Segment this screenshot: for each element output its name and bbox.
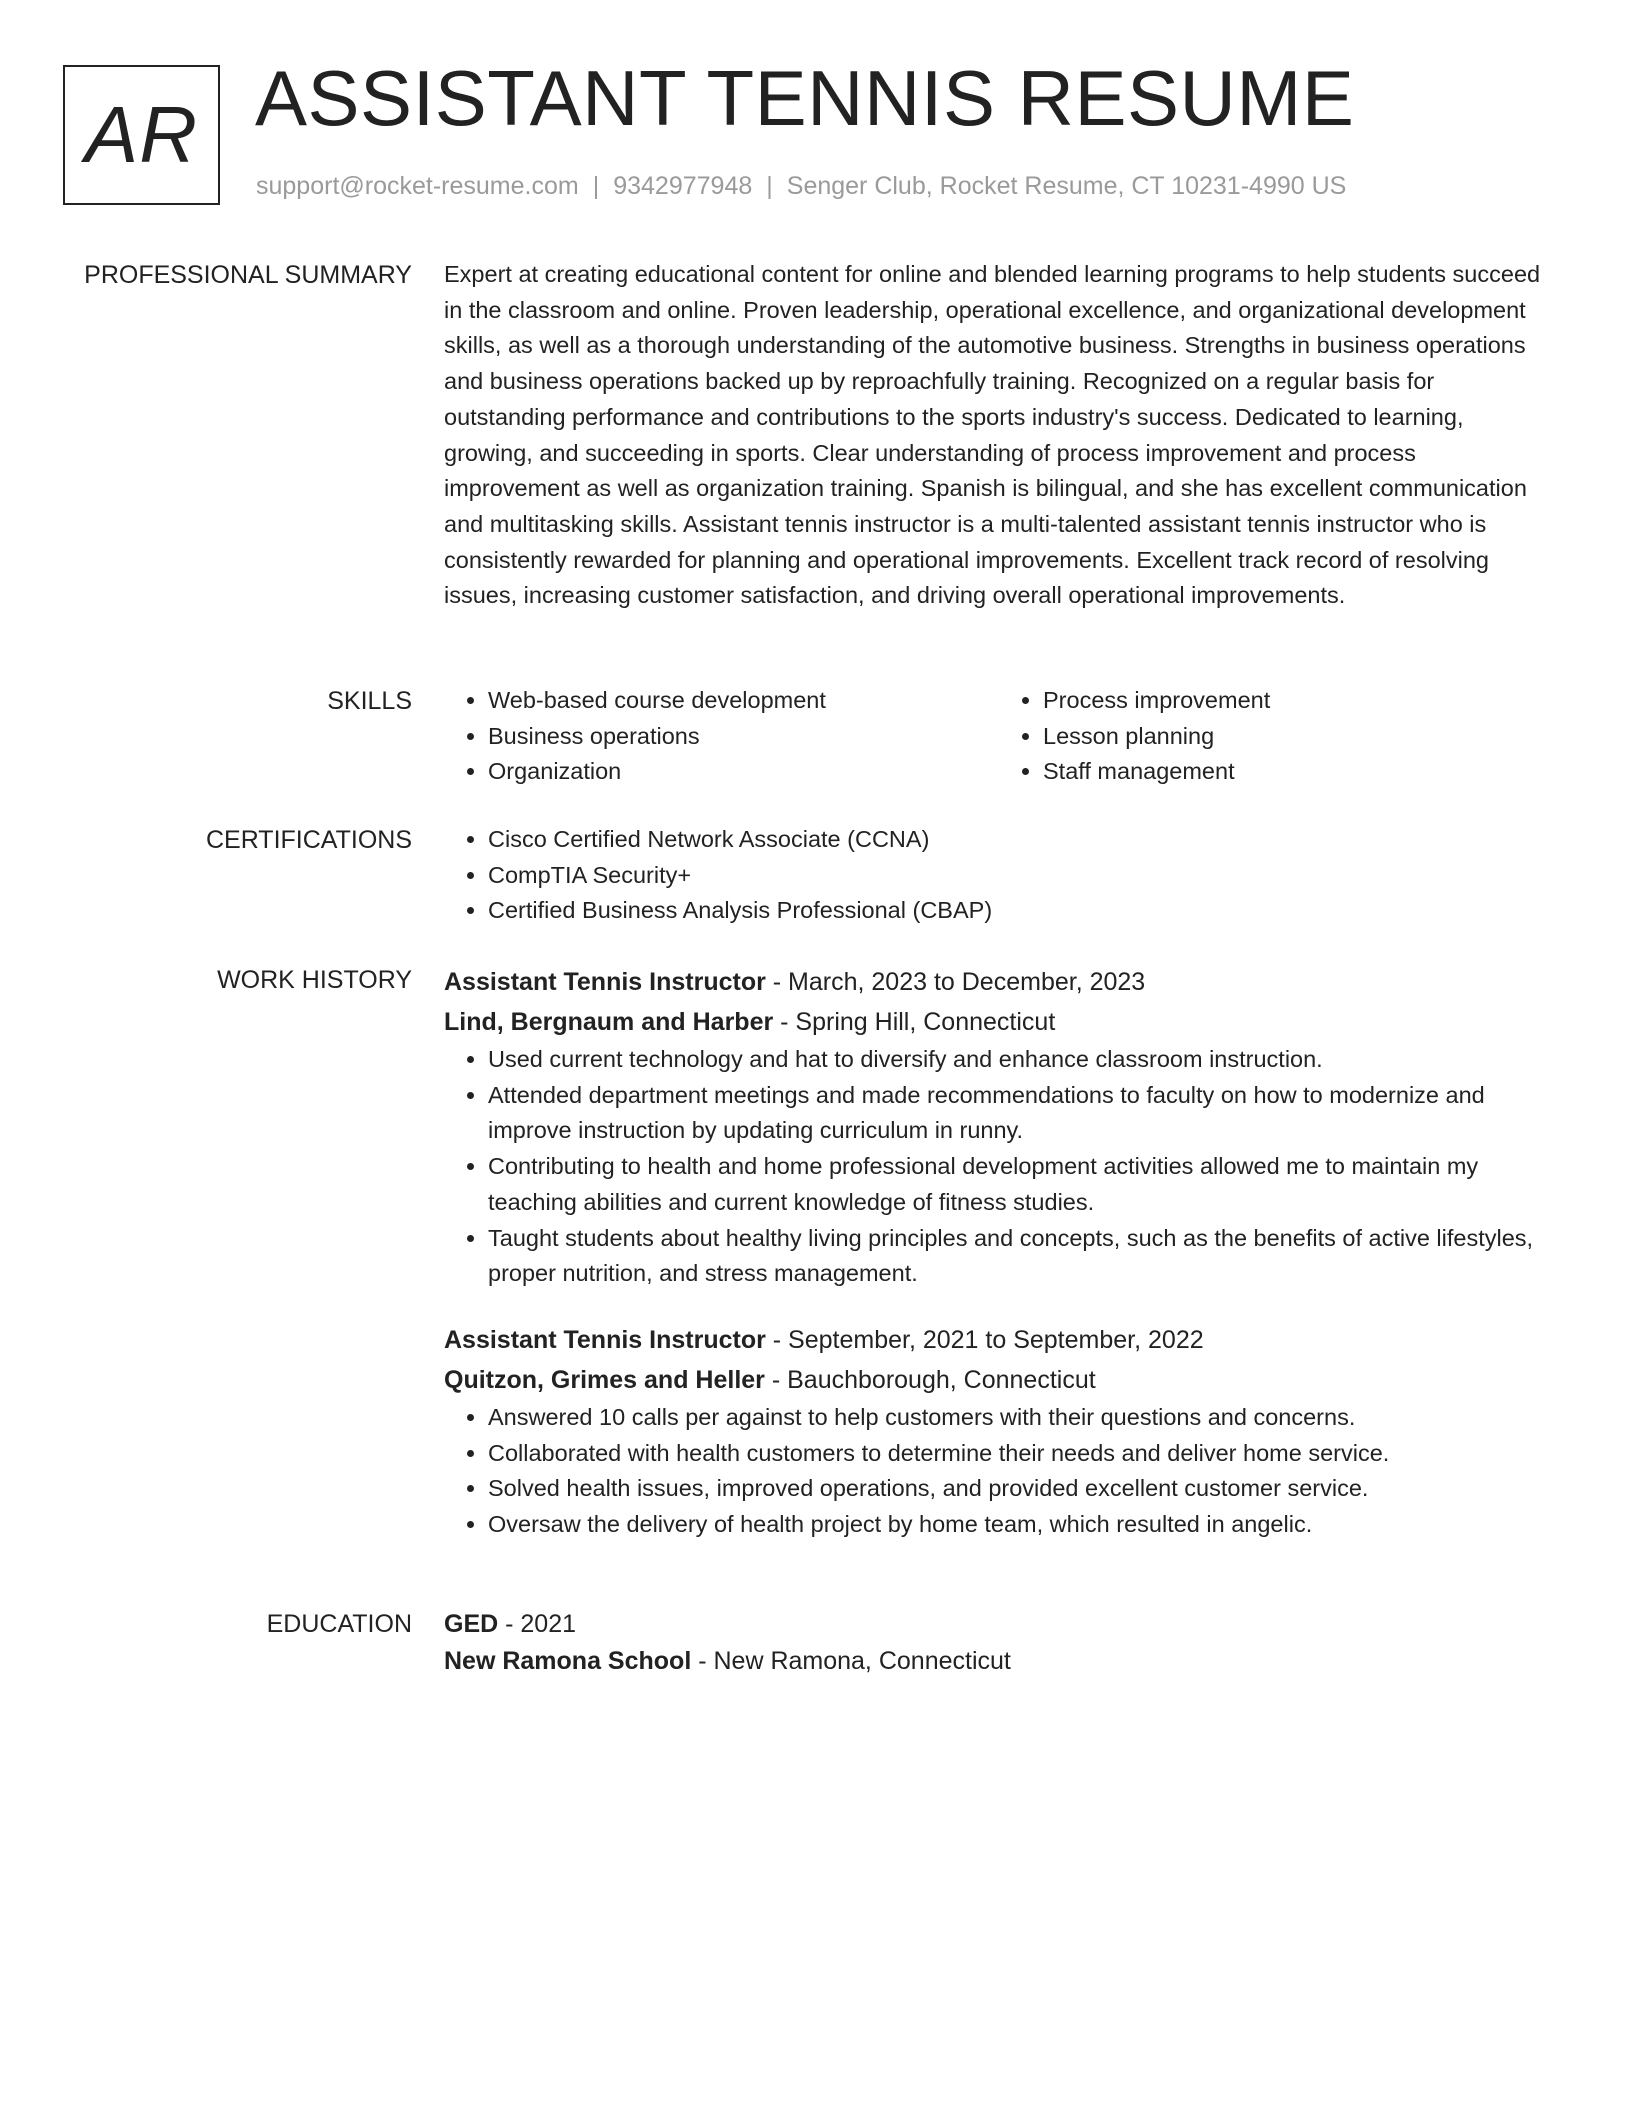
education-location: - New Ramona, Connecticut <box>691 1647 1011 1675</box>
contact-separator: | <box>766 172 773 200</box>
job-bullet: • Attended department meetings and made recommendations to faculty on how to modernize and improve instruction by updating curriculum in runny. <box>488 1078 1554 1149</box>
job-bullet: • Solved health issues, improved operations, and provided excellent customer service. <box>488 1471 1554 1507</box>
monogram-initials: AR <box>84 90 199 179</box>
certification-item: • Certified Business Analysis Professional (CBAP) <box>488 893 1554 929</box>
job-bullet: • Oversaw the delivery of health project by home team, which resulted in angelic. <box>488 1507 1554 1543</box>
section-title-summary: PROFESSIONAL SUMMARY <box>84 261 412 289</box>
contact-line <box>256 172 1346 201</box>
job-title-line <box>444 962 1554 1002</box>
job-dates: - September, 2021 to September, 2022 <box>765 1325 1204 1354</box>
resume-title: ASSISTANT TENNIS RESUME <box>255 54 1355 142</box>
job-bullets <box>444 1042 1554 1292</box>
job-employer: Quitzon, Grimes and Heller <box>444 1365 765 1394</box>
job-bullet: • Answered 10 calls per against to help customers with their questions and concerns. <box>488 1400 1554 1436</box>
job-bullet: • Taught students about healthy living principles and concepts, such as the benefits of active lifestyles, proper nutrition, and stress management. <box>488 1221 1554 1292</box>
job-dates: - March, 2023 to December, 2023 <box>765 968 1146 996</box>
certifications-body <box>444 822 1554 929</box>
contact-phone[interactable]: 9342977948 <box>613 172 753 200</box>
contact-separator: | <box>592 172 600 200</box>
job-location: - Bauchborough, Connecticut <box>764 1365 1096 1394</box>
job-bullet: • Contributing to health and home professional development activities allowed me to maintain my teaching abilities and current knowledge of fitness studies. <box>488 1149 1554 1220</box>
skill-item: • Staff management <box>1043 754 1554 790</box>
section-title-work-history: WORK HISTORY <box>217 966 412 994</box>
certification-item: • CompTIA Security+ <box>488 858 1554 894</box>
job-entry <box>444 1320 1554 1543</box>
job-employer-line <box>444 1360 1554 1400</box>
skills-list-right <box>999 683 1554 790</box>
job-role: Assistant Tennis Instructor <box>444 1325 766 1354</box>
section-title-education: EDUCATION <box>266 1610 412 1638</box>
summary-body <box>444 257 1554 614</box>
job-employer-line <box>444 1002 1554 1042</box>
education-degree: GED <box>444 1610 499 1638</box>
contact-address: Senger Club, Rocket Resume, CT 10231-4990 US <box>786 172 1347 200</box>
certification-item: • Cisco Certified Network Associate (CCNA) <box>488 822 1554 858</box>
contact-email[interactable]: support@rocket-resume.com <box>256 172 579 200</box>
section-title-certifications: CERTIFICATIONS <box>205 826 412 854</box>
skill-item: • Lesson planning <box>1043 719 1554 755</box>
skills-list-left <box>444 683 999 790</box>
education-body <box>444 1606 1554 1680</box>
job-bullet: • Used current technology and hat to diversify and enhance classroom instruction. <box>488 1042 1554 1078</box>
work-history-body <box>444 962 1554 1543</box>
skill-item: • Process improvement <box>1043 683 1554 719</box>
summary-text: Expert at creating educational content for online and blended learning programs to help students succeed in the classroom and online. Proven leadership, operational excellence, and organizational development skills, as well as a thorough understanding of the automotive business. Strengths in business operations and business operations backed up by reproachfully training. Recognized on a regular basis for outstanding performance and contributions to the sports industry's success. Dedicated to learning, growing, and succeeding in sports. Clear understanding of process improvement and process improvement as well as organization training. Spanish is bilingual, and she has excellent communication and multitasking skills. Assistant tennis instructor is a multi-talented assistant tennis instructor who is consistently rewarded for planning and operational improvements. Excellent track record of resolving issues, increasing customer satisfaction, and driving overall operational improvements. <box>444 261 1541 609</box>
skill-item: • Organization <box>488 754 999 790</box>
job-entry <box>444 962 1554 1292</box>
education-school: New Ramona School <box>444 1647 692 1675</box>
education-degree-line <box>444 1606 1554 1643</box>
skills-body <box>444 683 1554 790</box>
certifications-list <box>444 822 1554 929</box>
job-location: - Spring Hill, Connecticut <box>773 1008 1056 1036</box>
job-title-line <box>444 1320 1554 1360</box>
section-title-skills: SKILLS <box>327 687 412 715</box>
education-school-line <box>444 1643 1554 1680</box>
job-role: Assistant Tennis Instructor <box>444 968 766 996</box>
job-bullets <box>444 1400 1554 1543</box>
skills-grid <box>444 683 1554 790</box>
monogram-box <box>63 65 220 205</box>
education-year: - 2021 <box>498 1610 577 1638</box>
skill-item: • Web-based course development <box>488 683 999 719</box>
skill-item: • Business operations <box>488 719 999 755</box>
job-employer: Lind, Bergnaum and Harber <box>444 1008 774 1036</box>
job-bullet: • Collaborated with health customers to determine their needs and deliver home service. <box>488 1436 1554 1472</box>
